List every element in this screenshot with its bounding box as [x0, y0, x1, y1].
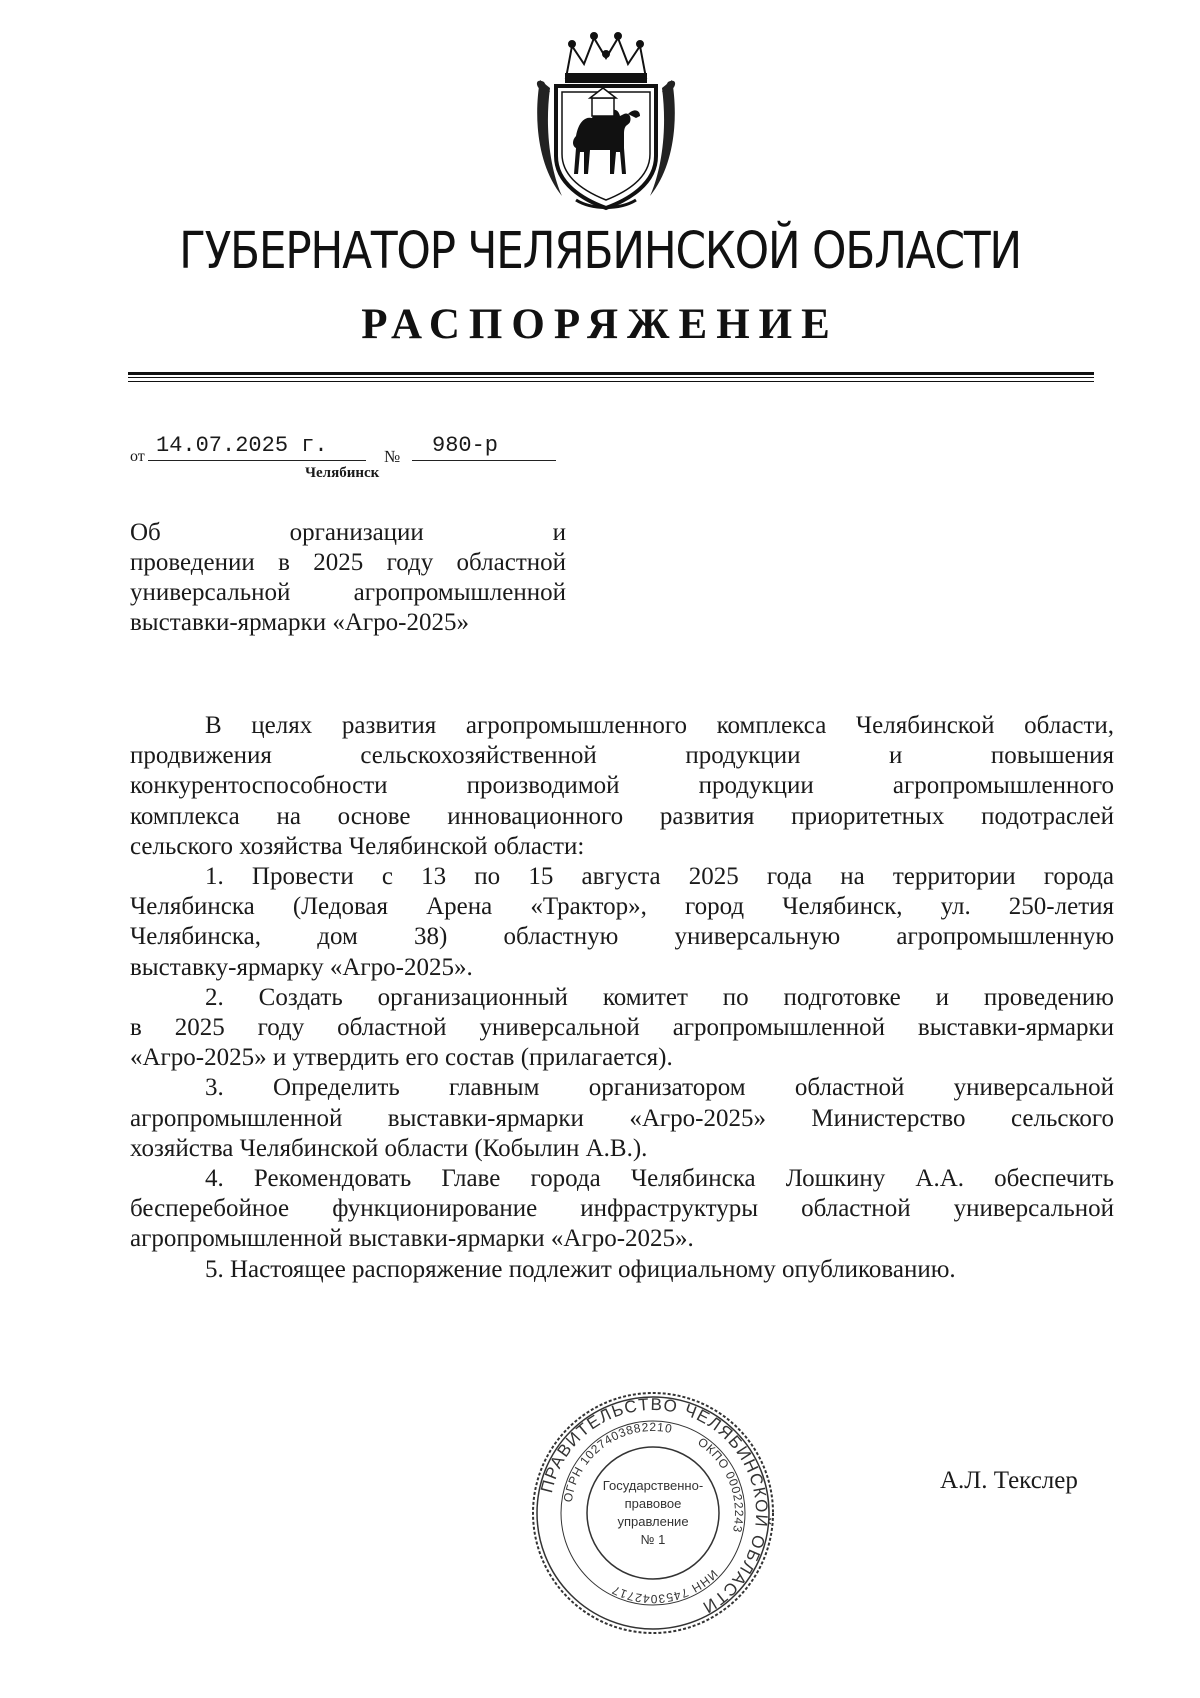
document-body — [130, 711, 1114, 1285]
body-line: В целях развития агропромышленного комплекса Челябинской области, — [205, 712, 1114, 739]
body-line: Челябинска, дом 38) областную универсальную агропромышленную — [130, 923, 1114, 951]
body-line: 3. Определить главным организатором областной универсальной — [205, 1074, 1114, 1102]
date-prefix: от — [130, 448, 145, 465]
body-line: сельского хозяйства Челябинской области: — [130, 832, 585, 860]
body-line: 2. Создать организационный комитет по подготовке и проведению — [205, 983, 1114, 1011]
body-line: хозяйства Челябинской области (Кобылин А.В.). — [130, 1134, 648, 1162]
body-line: конкурентоспособности производимой продукции агропромышленного — [130, 772, 1114, 800]
stamp-center-line: Государственно- — [602, 1478, 704, 1493]
body-line: комплекса на основе инновационного развития приоритетных подотраслей — [130, 802, 1114, 830]
date-underline — [148, 460, 366, 461]
body-line: агропромышленной выставки-ярмарки «Агро-2025» Министерство сельского — [130, 1104, 1114, 1132]
issuer-title: ГУБЕРНАТОР ЧЕЛЯБИНСКОЙ ОБЛАСТИ — [179, 222, 1021, 281]
document-subject — [130, 518, 566, 638]
body-line: 4. Рекомендовать Главе города Челябинска Лошкину А.А. обеспечить — [205, 1165, 1114, 1193]
subject-line: проведении в 2025 году областной — [130, 549, 566, 576]
official-stamp — [528, 1388, 778, 1638]
stamp-inn: ИНН 7453042717 — [609, 1567, 721, 1607]
body-line: продвижения сельскохозяйственной продукции и повышения — [130, 742, 1114, 770]
number-underline — [412, 460, 556, 461]
stamp-center-line: правовое — [624, 1496, 682, 1511]
body-line: бесперебойное функционирование инфраструктуры областной универсальной — [130, 1195, 1114, 1223]
stamp-okpo: ОКПО 00022243 — [695, 1434, 747, 1535]
body-line: выставку-ярмарку «Агро-2025». — [130, 953, 473, 981]
header-rule-thin — [128, 377, 1094, 378]
body-line: «Агро-2025» и утвердить его состав (прилагается). — [130, 1044, 673, 1072]
stamp-center-line: № 1 — [640, 1532, 666, 1547]
document-date: 14.07.2025 г. — [156, 433, 328, 458]
document-city: Челябинск — [305, 465, 380, 481]
document-type: РАСПОРЯЖЕНИЕ — [361, 301, 839, 348]
stamp-center-line: управление — [617, 1514, 689, 1529]
body-line: 5. Настоящее распоряжение подлежит официальному опубликованию. — [205, 1255, 956, 1283]
stamp-outer-text: ПРАВИТЕЛЬСТВО ЧЕЛЯБИНСКОЙ ОБЛАСТИ — [537, 1394, 772, 1618]
body-line: Челябинска (Ледовая Арена «Трактор», город Челябинск, ул. 250-летия — [130, 893, 1114, 921]
signer-name: А.Л. Текслер — [940, 1467, 1078, 1494]
subject-line: Об организации и — [130, 519, 566, 546]
body-line: в 2025 году областной универсальной агропромышленной выставки-ярмарки — [130, 1014, 1114, 1042]
header-rule — [128, 372, 1094, 375]
subject-line: универсальной агропромышленной — [130, 579, 566, 606]
stamp-ogrn: ОГРН 1027403882210 — [560, 1419, 674, 1504]
document-number: 980-р — [432, 433, 499, 458]
body-line: агропромышленной выставки-ярмарки «Агро-2025». — [130, 1225, 694, 1253]
body-line: 1. Провести с 13 по 15 августа 2025 года на территории города — [205, 863, 1114, 891]
header-rule-thin — [128, 381, 1094, 382]
coat-of-arms-emblem — [532, 24, 680, 214]
subject-line: выставки-ярмарки «Агро-2025» — [130, 609, 469, 636]
number-sign: № — [384, 447, 401, 466]
